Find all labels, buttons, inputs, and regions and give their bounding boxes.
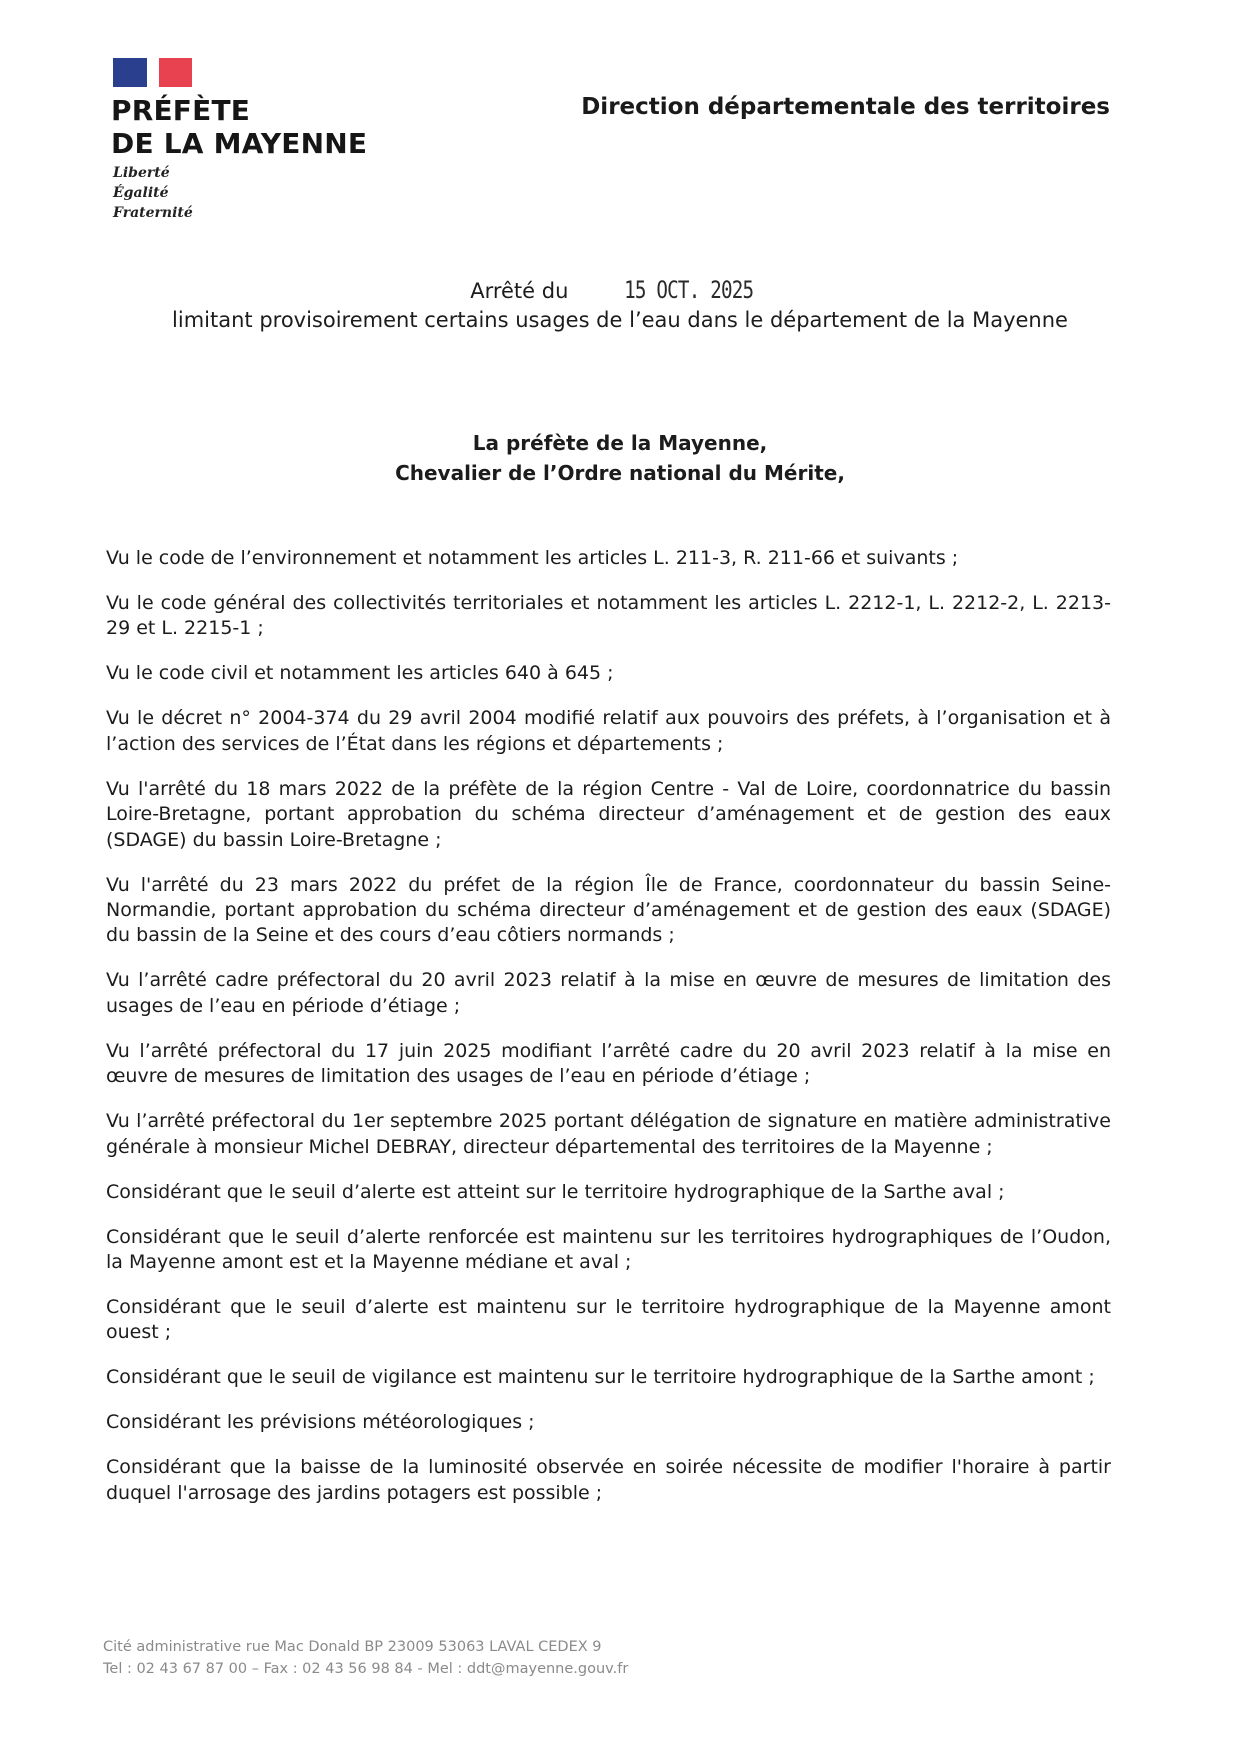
motto-line: Égalité — [113, 185, 169, 201]
preamble — [106, 546, 1111, 1526]
preamble-paragraph: Vu l’arrêté préfectoral du 1er septembre 2025 portant délégation de signature en matière administrative générale à monsieur Michel DEBRAY, directeur départemental des territoires de la Mayenne ; — [106, 1110, 1111, 1158]
footer — [103, 1636, 628, 1680]
motto-line: Fraternité — [113, 205, 193, 221]
preamble-paragraph: Considérant que le seuil de vigilance est maintenu sur le territoire hydrographique de la Sarthe amont ; — [106, 1366, 1095, 1389]
footer-contact: Tel : 02 43 67 87 00 – Fax : 02 43 56 98 84 - Mel : ddt@mayenne.gouv.fr — [103, 1661, 629, 1677]
marianne-flag-logo — [113, 58, 192, 87]
direction-name: Direction départementale des territoires — [581, 94, 1110, 120]
preamble-paragraph: Vu l'arrêté du 18 mars 2022 de la préfète de la région Centre - Val de Loire, coordonnatrice du bassin Loire-Bretagne, portant approbation du schéma directeur d’aménagement et de gestion des eaux (SDAGE) du bassin Loire-Bretagne ; — [106, 777, 1111, 851]
preamble-paragraph: Vu le code général des collectivités territoriales et notamment les articles L. 2212-1, L. 2212-2, L. 2213-29 et L. 2215-1 ; — [106, 592, 1111, 640]
preamble-paragraph: Vu le code civil et notamment les articles 640 à 645 ; — [106, 662, 614, 685]
arrete-subtitle: limitant provisoirement certains usages de l’eau dans le département de la Mayenne — [172, 308, 1068, 332]
preamble-paragraph: Considérant que le seuil d’alerte est maintenu sur le territoire hydrographique de la Mayenne amont ouest ; — [106, 1296, 1111, 1344]
authority-line: Chevalier de l’Ordre national du Mérite, — [395, 461, 845, 485]
preamble-paragraph: Considérant les prévisions météorologiques ; — [106, 1411, 535, 1434]
arrete-label: Arrêté du — [470, 279, 569, 303]
republic-motto — [113, 163, 193, 223]
motto-line: Liberté — [113, 165, 170, 181]
preamble-paragraph: Vu l'arrêté du 23 mars 2022 du préfet de la région Île de France, coordonnateur du bassin Seine-Normandie, portant approbation du schéma directeur d’aménagement et de gestion des eaux (SDAGE) du bassin de la Seine et des cours d’eau côtiers normands ; — [106, 873, 1111, 947]
preamble-paragraph: Vu le décret n° 2004-374 du 29 avril 2004 modifié relatif aux pouvoirs des préfets, à l’organisation et à l’action des services de l’État dans les régions et départements ; — [106, 707, 1111, 755]
logo-line: DE LA MAYENNE — [111, 127, 368, 160]
date-stamp: 15 OCT. 2025 — [624, 276, 754, 304]
footer-address: Cité administrative rue Mac Donald BP 23009 53063 LAVAL CEDEX 9 — [103, 1639, 602, 1655]
preamble-paragraph: Vu l’arrêté préfectoral du 17 juin 2025 modifiant l’arrêté cadre du 20 avril 2023 relatif à la mise en œuvre de mesures de limitation des usages de l’eau en période d’étiage ; — [106, 1039, 1111, 1088]
logo-line: PRÉFÈTE — [111, 94, 251, 127]
preamble-paragraph: Considérant que le seuil d’alerte renforcée est maintenu sur les territoires hydrographiques de l’Oudon, la Mayenne amont est et la Mayenne médiane et aval ; — [106, 1225, 1111, 1274]
preamble-paragraph: Vu l’arrêté cadre préfectoral du 20 avril 2023 relatif à la mise en œuvre de mesures de limitation des usages de l’eau en période d’étiage ; — [106, 969, 1111, 1017]
preamble-paragraph: Considérant que la baisse de la luminosité observée en soirée nécessite de modifier l'horaire à partir duquel l'arrosage des jardins potagers est possible ; — [106, 1456, 1111, 1504]
arrete-title — [0, 276, 1240, 304]
authority-block — [0, 428, 1240, 488]
prefecture-logo-text — [111, 94, 367, 160]
authority-line: La préfète de la Mayenne, — [472, 431, 768, 455]
preamble-paragraph: Vu le code de l’environnement et notamment les articles L. 211-3, R. 211-66 et suivants ; — [106, 547, 959, 569]
preamble-paragraph: Considérant que le seuil d’alerte est atteint sur le territoire hydrographique de la Sarthe aval ; — [106, 1180, 1005, 1203]
